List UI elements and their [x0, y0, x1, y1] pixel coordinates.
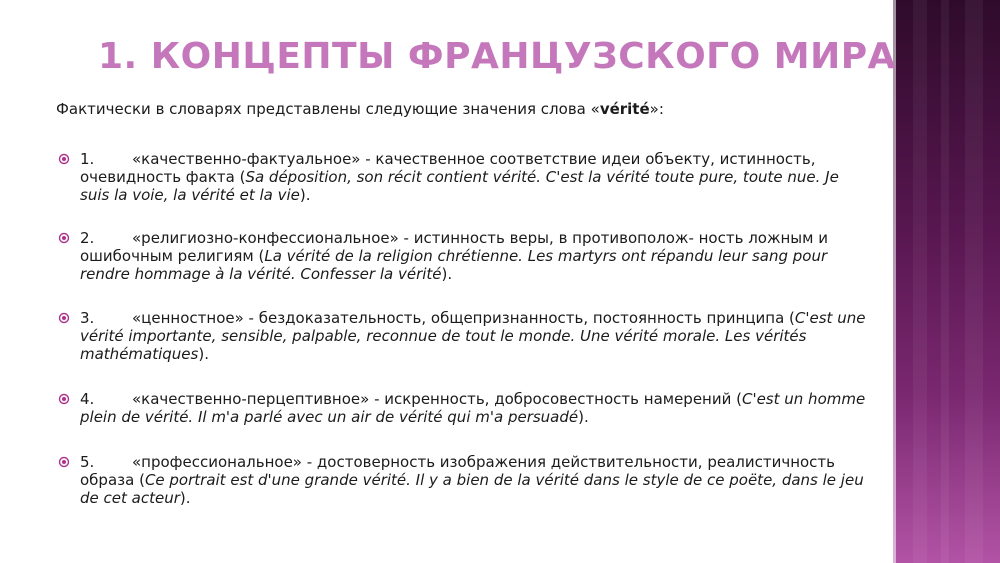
intro-text: Фактически в словарях представлены следующие значения слова « — [56, 100, 600, 118]
intro-keyword: vérité — [599, 100, 650, 118]
list-item-5 — [58, 453, 868, 507]
item-text: «ценностное» - бездоказательность, общепризнанность, постоянность принципа ( — [132, 309, 795, 327]
item-text: «качественно-фактуальное» - качественное соответствие идеи объекту, истинность, очевидность факта ( — [80, 150, 816, 186]
slide-title: 1. КОНЦЕПТЫ ФРАНЦУЗСКОГО МИРА — [98, 36, 896, 77]
circle-bullet-icon — [58, 456, 70, 468]
item-number: 4. — [80, 390, 95, 408]
circle-bullet-icon — [58, 232, 70, 244]
item-example: C'est une vérité importante, sensible, palpable, reconnue de tout le monde. Une vérité morale. Les vérités mathématiques — [80, 309, 866, 363]
circle-bullet-icon — [58, 312, 70, 324]
intro-text-end: »: — [649, 100, 664, 118]
item-end: ). — [299, 186, 311, 204]
item-number: 3. — [80, 309, 95, 327]
circle-bullet-icon — [58, 153, 70, 165]
side-bar-divider — [893, 0, 896, 563]
item-example: La vérité de la religion chrétienne. Les martyrs ont répandu leur sang pour rendre hommage à la vérité. Confesser la vérité — [80, 247, 828, 283]
list-item-1 — [58, 150, 868, 204]
item-text: «религиозно-конфессиональное» - истинность веры, в противополож- ность ложным и ошибочным религиям ( — [80, 229, 828, 265]
item-end: ). — [198, 345, 209, 363]
decorative-side-bar — [893, 0, 1000, 563]
item-text: «качественно-перцептивное» - искренность, добросовестность намерений ( — [132, 390, 742, 408]
list-item-2 — [58, 229, 868, 283]
item-example: Ce portrait est d'une grande vérité. Il y a bien de la vérité dans le style de ce poëte, dans le jeu de cet acteur — [80, 471, 864, 507]
item-end: ). — [441, 265, 453, 283]
list-item-3 — [58, 309, 868, 363]
item-example: C'est un homme plein de vérité. Il m'a parlé avec un air de vérité qui m'a persuadé — [80, 390, 866, 426]
item-example: Sa déposition, son récit contient vérité. C'est la vérité toute pure, toute nue. Je suis la voie, la vérité et la vie — [80, 168, 839, 204]
item-end: ). — [578, 408, 589, 426]
item-number: 5. — [80, 453, 95, 471]
item-number: 2. — [80, 229, 95, 247]
item-text: «профессиональное» - достоверность изображения действительности, реалистичность образа ( — [80, 453, 836, 489]
circle-bullet-icon — [58, 393, 70, 405]
item-end: ). — [179, 489, 191, 507]
list-item-4 — [58, 390, 868, 426]
item-number: 1. — [80, 150, 95, 168]
intro-paragraph — [56, 100, 664, 118]
